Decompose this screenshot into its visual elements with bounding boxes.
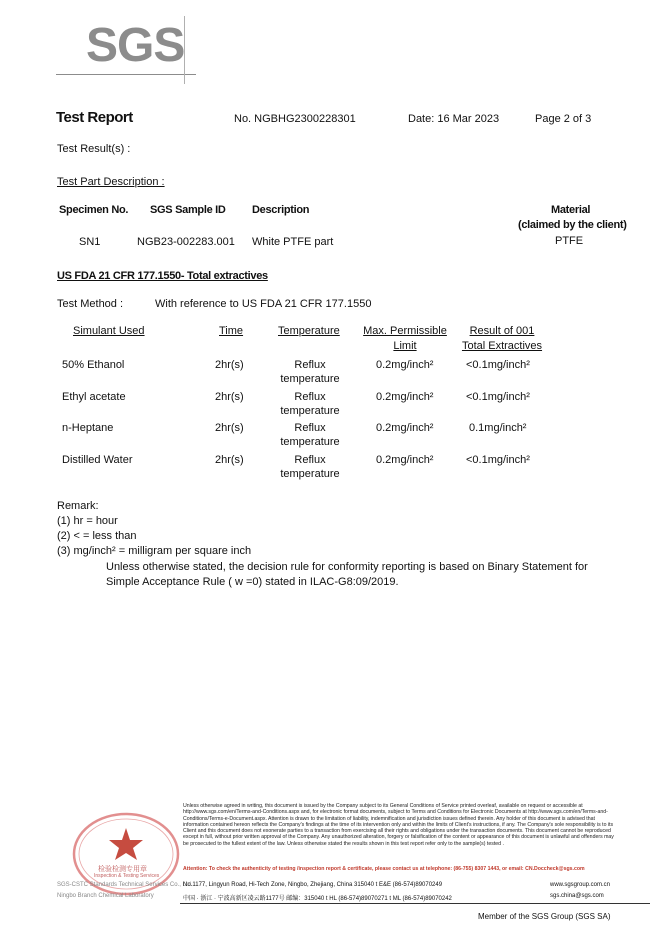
sgs-member-note: Member of the SGS Group (SGS SA) [478,912,611,921]
row4-temp-line1: Reflux [294,454,326,466]
row1-limit: 0.2mg/inch² [376,359,434,371]
seal-text: 检验检测专用章 [98,866,147,873]
row1-temp-line1: Reflux [294,359,326,371]
row3-temp-line2: temperature [280,436,340,448]
description-header: Description [252,204,310,216]
section-title: US FDA 21 CFR 177.1550- Total extractives [57,270,268,282]
test-results-label: Test Result(s) : [57,143,131,155]
logo-text: SGS [86,19,185,72]
row2-temp-line1: Reflux [294,391,326,403]
specimen-header: Specimen No. [59,204,129,216]
test-part-label: Test Part Description : [57,176,165,188]
seal-subtext: Inspection & Testing Services [94,873,160,879]
company-name-en: SGS-CSTC Standards Technical Services Co., Ltd. [57,882,193,888]
terms-and-conditions: Unless otherwise agreed in writing, this document is issued by the Company subject to its General Conditions of Service printed overleaf, available on request or accessible at http://www.sgs.com/en/Terms-and-Conditions.aspx and, for electronic format documents, subject to Terms and Conditions for Electronic Documents at http://www.sgs.com/en/Terms-and-Conditions/Terms-e-Document.aspx. Attention is drawn to the limitation of liability, indemnification and jurisdiction issues defined therein. Any holder of this document is advised that information contained hereon reflects the Company's findings at the time of its intervention only and within the limits of Client's instructions, if any. The Company's sole responsibility is to its Client and this document does not exonerate parties to a transaction from exercising all their rights and obligations under the transaction documents. This document cannot be reproduced except in full, without prior written approval of the Company. Any unauthorized alteration, forgery or falsification of the content or appearance of this document is unlawful and offenders may be prosecuted to the fullest extent of the law. Unless otherwise stated the results shown in this test report refer only to the sample(s) tested . [183,803,614,847]
row4-result: <0.1mg/inch² [466,454,530,466]
result-header-line2: Total Extractives [461,340,543,352]
decision-rule-line1: Unless otherwise stated, the decision rule for conformity reporting is based on Binary Statement for [106,561,588,573]
method-label: Test Method : [57,298,124,310]
result-header-line1: Result of 001 [469,325,535,337]
report-date: Date: 16 Mar 2023 [408,113,500,125]
row3-simulant: n-Heptane [62,422,114,434]
description-value: White PTFE part [252,236,334,248]
remark-title: Remark: [57,500,99,512]
row2-time: 2hr(s) [215,391,244,403]
row3-limit: 0.2mg/inch² [376,422,434,434]
row2-temp-line2: temperature [280,405,340,417]
material-value: PTFE [555,235,584,247]
sample-id-header: SGS Sample ID [150,204,226,216]
row4-temp-line2: temperature [280,468,340,480]
footer-divider [180,903,650,904]
row2-result: <0.1mg/inch² [466,391,530,403]
row3-temp-line1: Reflux [294,422,326,434]
address-en: No.1177, Lingyun Road, Hi-Tech Zone, Ningbo, Zhejiang, China 315040 t E&E (86-574)89070249 [183,882,443,888]
row4-time: 2hr(s) [215,454,244,466]
remark-item-1: (1) hr = hour [57,515,118,527]
row4-simulant: Distilled Water [62,454,133,466]
row1-simulant: 50% Ethanol [62,359,125,371]
report-title: Test Report [56,109,133,126]
decision-rule-line2: Simple Acceptance Rule ( w =0) stated in ILAC-G8:09/2019. [106,576,399,588]
row1-time: 2hr(s) [215,359,244,371]
website: www.sgsgroup.com.cn [550,882,611,888]
row4-limit: 0.2mg/inch² [376,454,434,466]
report-number: No. NGBHG2300228301 [234,113,356,125]
logo-underline [56,74,196,75]
remark-item-3: (3) mg/inch² = milligram per square inch [57,545,252,557]
logo-vertical-line [184,16,185,84]
row3-result: 0.1mg/inch² [469,422,527,434]
temperature-header: Temperature [278,325,340,337]
page-number: Page 2 of 3 [535,113,592,125]
branch-name: Ningbo Branch Chemical Laboratory [57,893,154,899]
limit-header-line1: Max. Permissible [363,325,447,337]
row3-time: 2hr(s) [215,422,244,434]
remark-item-2: (2) < = less than [57,530,137,542]
email: sgs.china@sgs.com [550,893,604,899]
material-header: Material [551,204,591,216]
authenticity-notice: Attention: To check the authenticity of testing /inspection report & certificate, please contact us at telephone: (86-755) 8307 1443, or email: CN.Doccheck@sgs.com [183,866,585,872]
address-cn: 中国 · 浙江 · 宁波高新区凌云路1177号 邮编：315040 t HL (86-574)89070271 t ML (86-574)89070242 [183,896,452,902]
row1-temp-line2: temperature [280,373,340,385]
method-value: With reference to US FDA 21 CFR 177.1550 [155,298,372,310]
sgs-logo [56,14,200,84]
time-header: Time [219,325,244,337]
sample-id: NGB23-002283.001 [137,236,235,248]
specimen-no: SN1 [79,236,101,248]
simulant-header: Simulant Used [73,325,145,337]
row1-result: <0.1mg/inch² [466,359,530,371]
row2-limit: 0.2mg/inch² [376,391,434,403]
limit-header-line2: Limit [393,340,417,352]
material-subheader: (claimed by the client) [518,219,627,231]
row2-simulant: Ethyl acetate [62,391,126,403]
